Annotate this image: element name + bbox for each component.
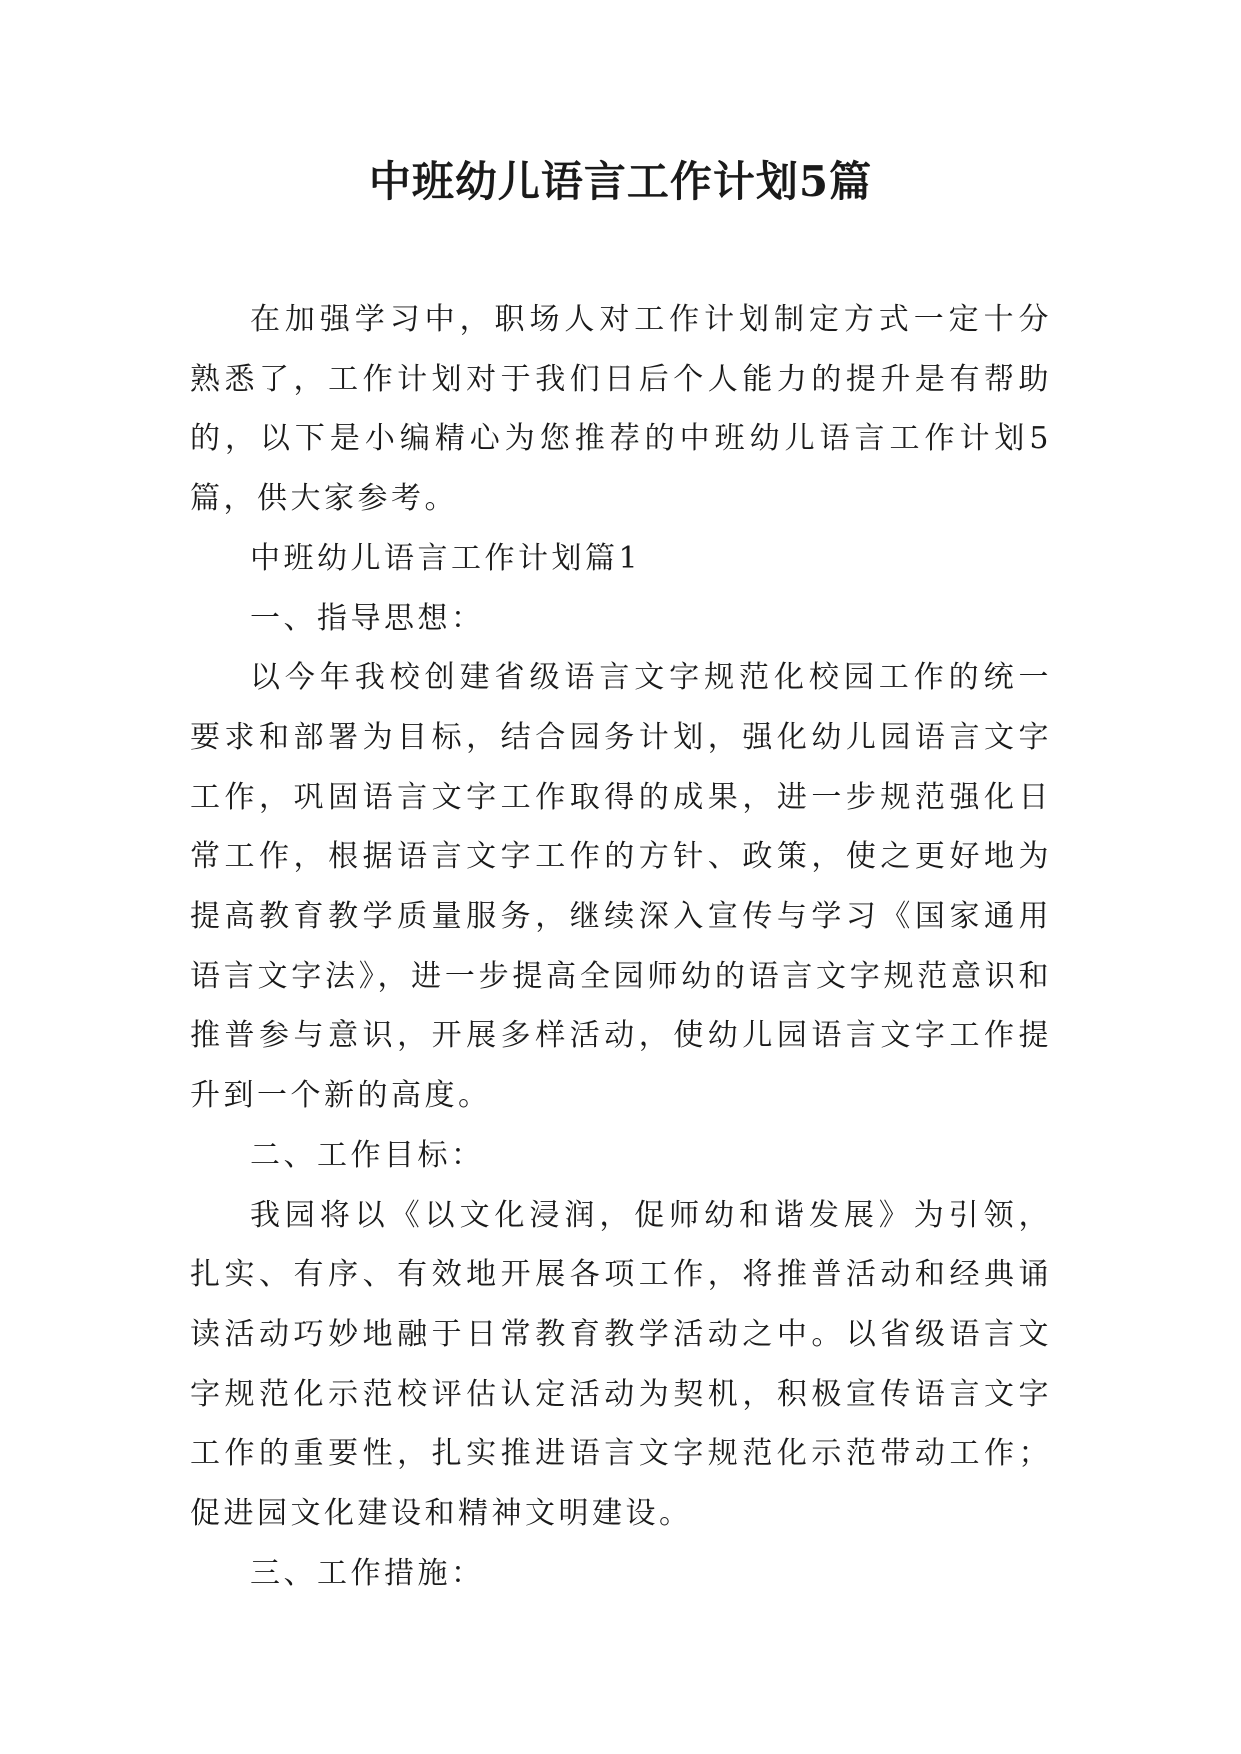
paragraph-guiding-ideology: 以今年我校创建省级语言文字规范化校园工作的统一要求和部署为目标，结合园务计划，强化幼儿园语言文字工作，巩固语言文字工作取得的成果，进一步规范强化日常工作，根据语言文字工作的方针、政策，使之更好地为提高教育教学质量服务，继续深入宣传与学习《国家通用语言文字法》，进一步提高全园师幼的语言文字规范意识和推普参与意识，开展多样活动，使幼儿园语言文字工作提升到一个新的高度。 (190, 660, 1052, 1114)
heading-work-measures: 三、工作措施： (250, 1555, 485, 1591)
document-title: 中班幼儿语言工作计划5篇 (368, 157, 873, 206)
section-title: 中班幼儿语言工作计划篇1 (250, 540, 642, 576)
paragraph-work-goals: 我园将以《以文化浸润，促师幼和谐发展》为引领，扎实、有序、有效地开展各项工作，将推普活动和经典诵读活动巧妙地融于日常教育教学活动之中。以省级语言文字规范化示范校评估认定活动为契机，积极宣传语言文字工作的重要性，扎实推进语言文字规范化示范带动工作；促进园文化建设和精神文明建设。 (190, 1197, 1052, 1532)
intro-paragraph: 在加强学习中，职场人对工作计划制定方式一定十分熟悉了，工作计划对于我们日后个人能力的提升是有帮助的，以下是小编精心为您推荐的中班幼儿语言工作计划5篇，供大家参考。 (190, 302, 1052, 517)
heading-work-goals: 二、工作目标： (250, 1137, 485, 1173)
document-body (190, 290, 1052, 1603)
heading-guiding-ideology: 一、指导思想： (250, 600, 485, 636)
